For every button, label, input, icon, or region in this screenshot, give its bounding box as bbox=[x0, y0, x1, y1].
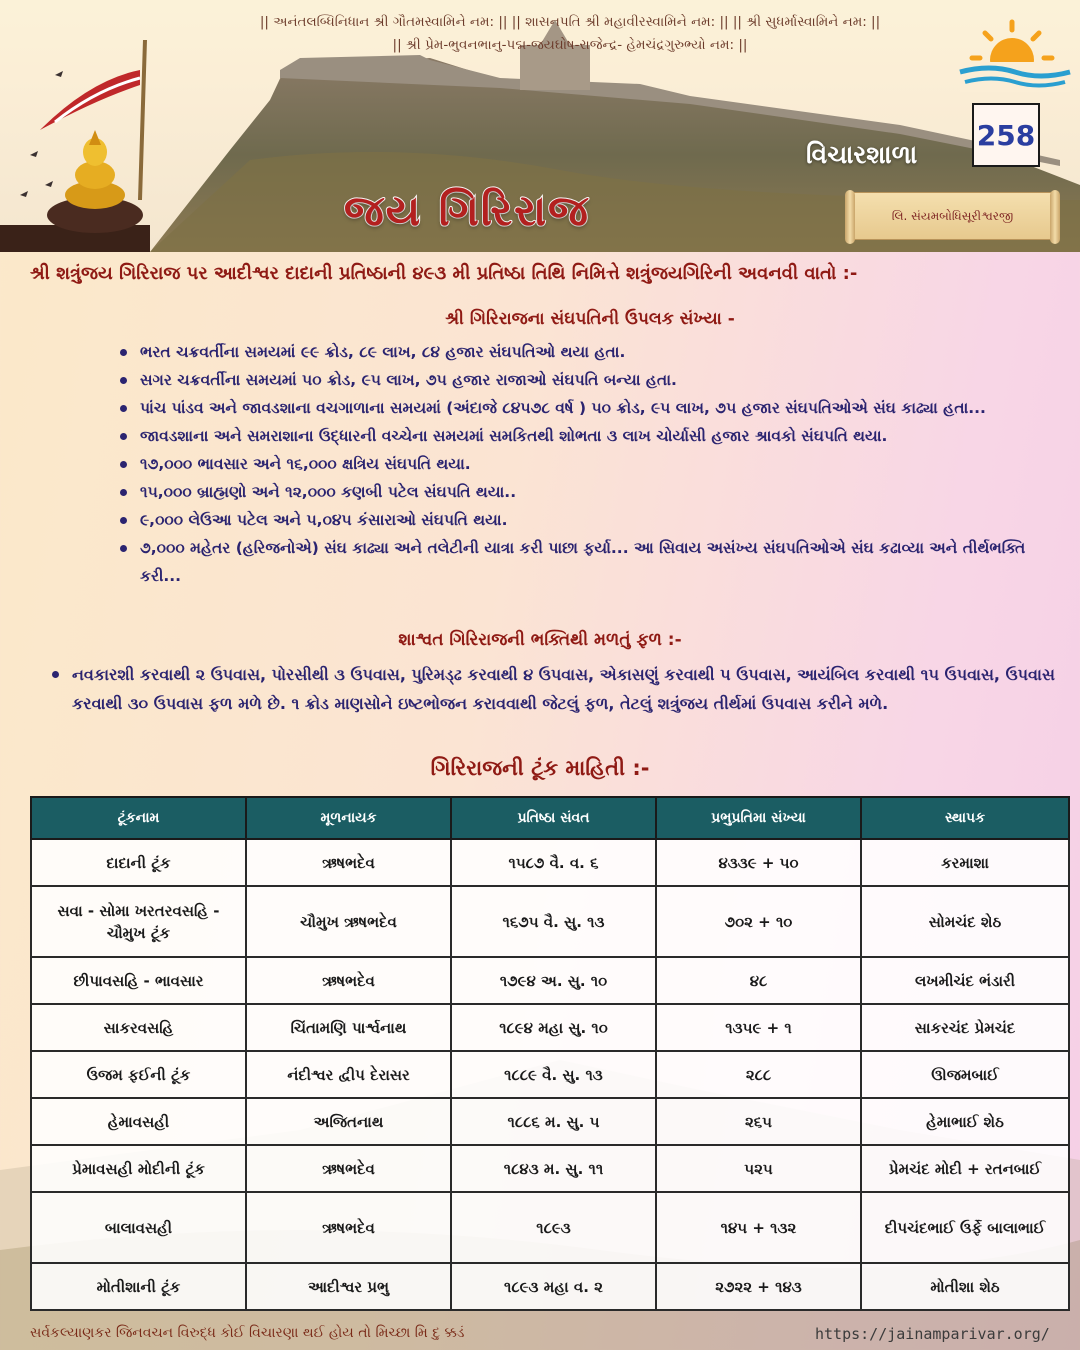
table-cell: મોતીશા શેઠ bbox=[861, 1263, 1069, 1310]
table-row bbox=[31, 1098, 1069, 1145]
table-cell: હેમાભાઈ શેઠ bbox=[861, 1098, 1069, 1145]
author-scroll bbox=[850, 192, 1055, 240]
section-heading-phal: શાશ્વત ગિરિરાજની ભક્તિથી મળતું ફળ :- bbox=[398, 630, 682, 650]
list-item: ૯,૦૦૦ લેઉઆ પટેલ અને ૫,૦૪૫ કંસારાઓ સંઘપતિ થયા. bbox=[116, 506, 1061, 534]
list-item: સગર ચક્રવર્તીના સમયમાં ૫૦ ક્રોડ, ૯૫ લાખ, ૭૫ હજાર રાજાઓ સંઘપતિ બન્યા હતા. bbox=[116, 366, 1061, 394]
table-cell: ૨૮૮ bbox=[656, 1051, 861, 1098]
table-cell: ઋષભદેવ bbox=[246, 1145, 451, 1192]
list-item: જાવડશાના અને સમરાશાના ઉદ્ધારની વચ્ચેના સમયમાં સમકિતથી શોભતા ૩ લાખ ચોર્યાસી હજાર શ્રાવકો સંઘપતિ થયા. bbox=[116, 422, 1061, 450]
table-cell: ૧૮૮૯ વૈ. સુ. ૧૩ bbox=[451, 1051, 656, 1098]
table-cell: પ્રેમાવસહી મોદીની ટૂંક bbox=[31, 1145, 246, 1192]
table-cell: ૧૮૪૩ મ. સુ. ૧૧ bbox=[451, 1145, 656, 1192]
table-row bbox=[31, 1051, 1069, 1098]
list-item: ૭,૦૦૦ મહેતર (હરિજનોએ) સંઘ કાઢ્યા અને તલેટીની યાત્રા કરી પાછા ફર્યા... આ સિવાય અસંખ્ય સંઘપતિઓએ સંઘ કઢાવ્યા અને તીર્થભક્તિ કરી... bbox=[116, 534, 1061, 590]
table-cell: ૧૮૯૩ bbox=[451, 1192, 656, 1263]
temple-dome-icon bbox=[0, 130, 150, 252]
list-item: પાંચ પાંડવ અને જાવડશાના વચગાળાના સમયમાં (અંદાજે ૮૪૫૭૮ વર્ષ ) ૫૦ ક્રોડ, ૯૫ લાખ, ૭૫ હજાર સંઘપતિઓએ સંઘ કાઢ્યા હતા... bbox=[116, 394, 1061, 422]
table-cell: ૧૮૯૩ મહા વ. ૨ bbox=[451, 1263, 656, 1310]
table-row bbox=[31, 1192, 1069, 1263]
table-cell: સાકરચંદ પ્રેમચંદ bbox=[861, 1004, 1069, 1051]
list-item: ભરત ચક્રવર્તીના સમયમાં ૯૯ ક્રોડ, ૮૯ લાખ, ૮૪ હજાર સંઘપતિઓ થયા હતા. bbox=[116, 338, 1061, 366]
list-item: નવકારશી કરવાથી ૨ ઉપવાસ, પોરસીથી ૩ ઉપવાસ, પુરિમડ્ઢ કરવાથી ૪ ઉપવાસ, એકાસણું કરવાથી ૫ ઉપવાસ, આયંબિલ કરવાથી ૧૫ ઉપવાસ, ઉપવાસ કરવાથી ૩૦ ઉપવાસ ફળ મળે છે. ૧ ક્રોડ માણસોને ઇષ્ટભોજન કરાવવાથી જેટલું ફળ, તેટલું શત્રુંજય તીર્થમાં ઉપવાસ કરીને મળે. bbox=[48, 660, 1063, 718]
table-cell: દાદાની ટૂંક bbox=[31, 839, 246, 886]
tunk-table bbox=[30, 796, 1068, 1311]
footer-message: સર્વકલ્યાણકર જિનવચન વિરુદ્ધ કોઈ વિચારણા થઈ હોય તો મિચ્છા મિ દુ ક્કડં bbox=[30, 1325, 465, 1341]
table-cell: સવા - સોમા ખરતરવસહિ - ચૌમુખ ટૂંક bbox=[31, 886, 246, 957]
table-cell: કરમાશા bbox=[861, 839, 1069, 886]
table-cell: ૧૩૫૯ + ૧ bbox=[656, 1004, 861, 1051]
table-cell: ઋષભદેવ bbox=[246, 839, 451, 886]
table-cell: ૨૬૫ bbox=[656, 1098, 861, 1145]
table-cell: ઋષભદેવ bbox=[246, 957, 451, 1004]
table-cell: ૧૭૯૪ અ. સુ. ૧૦ bbox=[451, 957, 656, 1004]
mantra-line-2: || શ્રી પ્રેમ-ભુવનભાનુ-પદ્મ-જયઘોષ-રાજેન્દ્ર- હેમચંદ્રગુરુભ્યો નમ: || bbox=[392, 37, 748, 53]
table-cell: દીપચંદભાઈ ઉર્ફે બાલાભાઈ bbox=[861, 1192, 1069, 1263]
table-row bbox=[31, 1004, 1069, 1051]
intro-paragraph: શ્રી શત્રુંજય ગિરિરાજ પર આદીશ્વર દાદાની પ્રતિષ્ઠાની ૪૯૩ મી પ્રતિષ્ઠા તિથિ નિમિત્તે શત્રુંજયગિરિની અવનવી વાતો :- bbox=[30, 263, 858, 284]
mantra-line-1: || અનંતલબ્ધિનિધાન શ્રી ગૌતમસ્વામિને નમ: || || શાસનપતિ શ્રી મહાવીરસ્વામિને નમ: || || શ્રી સુધર્માસ્વામિને નમ: || bbox=[259, 14, 881, 30]
table-cell: આદીશ્વર પ્રભુ bbox=[246, 1263, 451, 1310]
table-cell: હેમાવસહી bbox=[31, 1098, 246, 1145]
page-title: જય ગિરિરાજ bbox=[344, 186, 590, 235]
table-cell: ૪૮ bbox=[656, 957, 861, 1004]
column-header: ટૂંકનામ bbox=[31, 797, 246, 839]
table-cell: ૪૩૩૯ + ૫૦ bbox=[656, 839, 861, 886]
table-cell: ૧૮૯૪ મહા સુ. ૧૦ bbox=[451, 1004, 656, 1051]
sun-logo-icon bbox=[960, 22, 1070, 92]
table-cell: લખમીચંદ ભંડારી bbox=[861, 957, 1069, 1004]
footer-url-link[interactable]: https://jainamparivar.org/ bbox=[815, 1325, 1050, 1343]
column-header: પ્રતિષ્ઠા સંવત bbox=[451, 797, 656, 839]
list-item: ૧૭,૦૦૦ ભાવસાર અને ૧૬,૦૦૦ ક્ષત્રિય સંઘપતિ થયા. bbox=[116, 450, 1061, 478]
table-cell: ઋષભદેવ bbox=[246, 1192, 451, 1263]
table-cell: મોતીશાની ટૂંક bbox=[31, 1263, 246, 1310]
table-row bbox=[31, 886, 1069, 957]
table-cell: બાલાવસહી bbox=[31, 1192, 246, 1263]
table-cell: પ્રેમચંદ મોદી + રતનબાઈ bbox=[861, 1145, 1069, 1192]
column-header: સ્થાપક bbox=[861, 797, 1069, 839]
table-cell: ૧૪૫ + ૧૩૨ bbox=[656, 1192, 861, 1263]
table-cell: ૫૨૫ bbox=[656, 1145, 861, 1192]
phal-list bbox=[48, 660, 1063, 718]
table-cell: ઊજમબાઈ bbox=[861, 1051, 1069, 1098]
table-header-row bbox=[31, 797, 1069, 839]
table-row bbox=[31, 1263, 1069, 1310]
table-cell: સોમચંદ શેઠ bbox=[861, 886, 1069, 957]
table-row bbox=[31, 957, 1069, 1004]
table-cell: ૧૮૮૬ મ. સુ. ૫ bbox=[451, 1098, 656, 1145]
list-item: ૧૫,૦૦૦ બ્રાહ્મણો અને ૧૨,૦૦૦ કણબી પટેલ સંઘપતિ થયા.. bbox=[116, 478, 1061, 506]
table-cell: ૧૬૭૫ વૈ. સુ. ૧૩ bbox=[451, 886, 656, 957]
column-header: મૂળનાયક bbox=[246, 797, 451, 839]
author-name: લિ. સંયમબોધિસૂરીશ્વરજી bbox=[891, 208, 1014, 223]
table-cell: ચિંતામણિ પાર્શ્વનાથ bbox=[246, 1004, 451, 1051]
table-cell: ૨૭૨૨ + ૧૪૩ bbox=[656, 1263, 861, 1310]
table-cell: સાકરવસહિ bbox=[31, 1004, 246, 1051]
column-header: પ્રભુપ્રતિમા સંખ્યા bbox=[656, 797, 861, 839]
table-cell: છીપાવસહિ - ભાવસાર bbox=[31, 957, 246, 1004]
table-cell: ૭૦૨ + ૧૦ bbox=[656, 886, 861, 957]
series-name: વિચારશાળા bbox=[806, 140, 918, 169]
table-cell: ૧૫૮૭ વૈ. વ. ૬ bbox=[451, 839, 656, 886]
section-heading-tunk: ગિરિરાજની ટૂંક માહિતી :- bbox=[430, 756, 650, 780]
table-row bbox=[31, 1145, 1069, 1192]
issue-number: 258 bbox=[972, 103, 1040, 167]
sanghpati-list bbox=[116, 338, 1061, 590]
table-cell: અજિતનાથ bbox=[246, 1098, 451, 1145]
table-row bbox=[31, 839, 1069, 886]
header-banner bbox=[0, 0, 1080, 252]
table-cell: ઉજમ ફઈની ટૂંક bbox=[31, 1051, 246, 1098]
section-heading-sanghpati: શ્રી ગિરિરાજના સંઘપતિની ઉપલક સંખ્યા - bbox=[445, 309, 735, 329]
table-cell: ચૌમુખ ઋષભદેવ bbox=[246, 886, 451, 957]
table-cell: નંદીશ્વર દ્વીપ દેરાસર bbox=[246, 1051, 451, 1098]
